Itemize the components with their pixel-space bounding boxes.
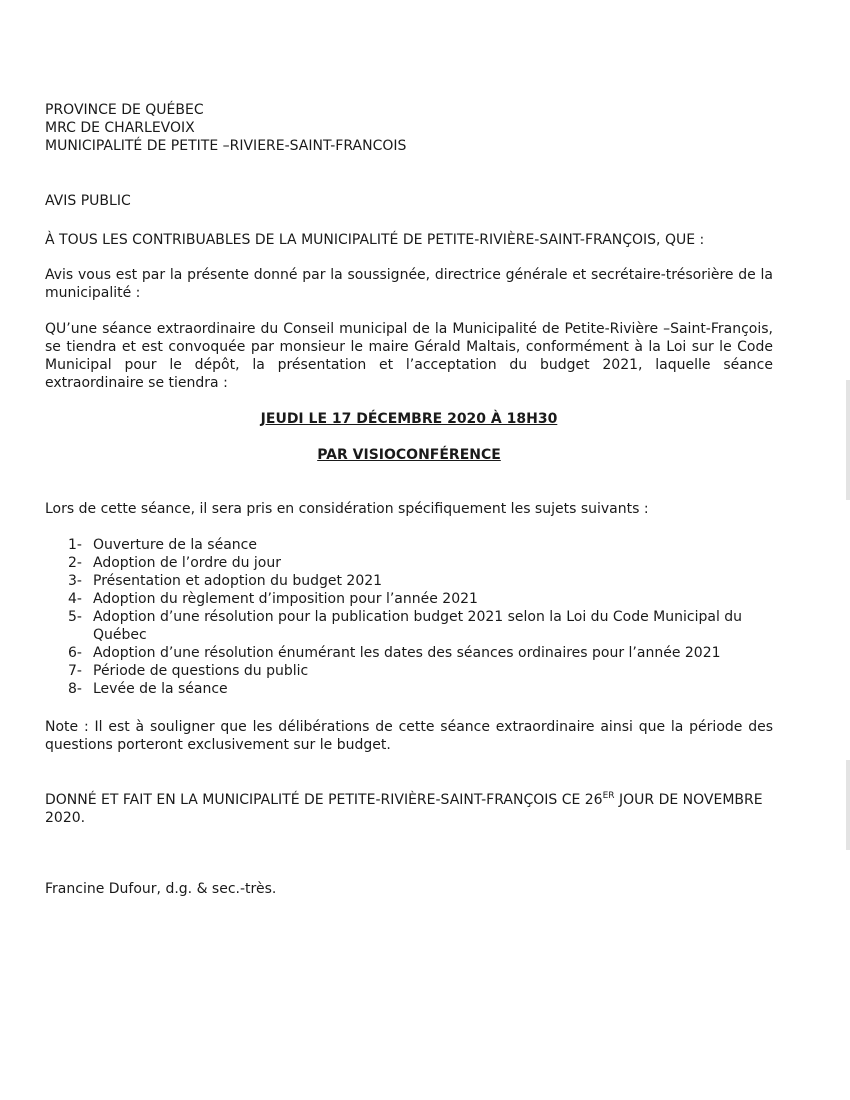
agenda-item	[68, 572, 773, 590]
agenda-item-text: Levée de la séance	[93, 681, 228, 697]
agenda-item	[68, 554, 773, 572]
agenda-item-number: 2-	[68, 555, 82, 571]
letterhead	[45, 101, 773, 155]
agenda-item-text: Ouverture de la séance	[93, 537, 257, 553]
convocation-paragraph: QU’une séance extraordinaire du Conseil municipal de la Municipalité de Petite-Rivière –Saint-François, se tiendra et est convoquée par monsieur le maire Gérald Maltais, conformément à la Loi sur le Code Municipal pour le dépôt, la présentation et l’acceptation du budget 2021, laquelle séance extraordinaire se tiendra :	[45, 321, 773, 391]
given-paragraph	[45, 791, 773, 827]
addressee-line: À TOUS LES CONTRIBUABLES DE LA MUNICIPALITÉ DE PETITE-RIVIÈRE-SAINT-FRANÇOIS, QUE :	[45, 232, 705, 248]
notice-title: AVIS PUBLIC	[45, 193, 131, 209]
agenda-item	[68, 536, 773, 554]
agenda-item-number: 6-	[68, 645, 82, 661]
note-paragraph: Note : Il est à souligner que les délibérations de cette séance extraordinaire ainsi que la période des questions porteront exclusivement sur le budget.	[45, 719, 773, 753]
meeting-mode-heading: PAR VISIOCONFÉRENCE	[317, 447, 501, 463]
given-text-end: JOUR DE NOVEMBRE 2020.	[45, 792, 763, 826]
agenda-item-text: Adoption d’une résolution pour la publication budget 2021 selon la Loi du Code Municipal du Québec	[93, 609, 743, 643]
agenda-item-number: 4-	[68, 591, 82, 607]
agenda-item	[68, 644, 773, 662]
scan-edge-mark	[846, 380, 850, 500]
agenda-item	[68, 662, 773, 680]
province-line: PROVINCE DE QUÉBEC	[45, 102, 204, 118]
agenda-item-text: Adoption du règlement d’imposition pour l’année 2021	[93, 591, 478, 607]
agenda-item-number: 3-	[68, 573, 82, 589]
given-text: DONNÉ ET FAIT EN LA MUNICIPALITÉ DE PETITE-RIVIÈRE-SAINT-FRANÇOIS CE 26	[45, 792, 603, 808]
signature-line: Francine Dufour, d.g. & sec.-très.	[45, 881, 277, 897]
agenda-item	[68, 590, 773, 608]
ordinal-suffix: ER	[602, 791, 615, 801]
agenda-item-text: Adoption d’une résolution énumérant les dates des séances ordinaires pour l’année 2021	[93, 645, 721, 661]
agenda-item-number: 7-	[68, 663, 82, 679]
agenda-item	[68, 608, 773, 644]
agenda-item-text: Période de questions du public	[93, 663, 309, 679]
intro-paragraph: Avis vous est par la présente donné par la soussignée, directrice générale et secrétaire-trésorière de la municipalité :	[45, 267, 773, 301]
mrc-line: MRC DE CHARLEVOIX	[45, 120, 195, 136]
agenda-list	[68, 536, 773, 698]
scan-edge-mark	[846, 760, 850, 850]
agenda-item-number: 1-	[68, 537, 82, 553]
municipality-line: MUNICIPALITÉ DE PETITE –RIVIERE-SAINT-FRANCOIS	[45, 138, 407, 154]
agenda-item-number: 8-	[68, 681, 82, 697]
agenda-item-number: 5-	[68, 609, 82, 625]
agenda-item-text: Présentation et adoption du budget 2021	[93, 573, 383, 589]
meeting-date-heading: JEUDI LE 17 DÉCEMBRE 2020 À 18H30	[260, 411, 558, 427]
agenda-item-text: Adoption de l’ordre du jour	[93, 555, 281, 571]
agenda-item	[68, 680, 773, 698]
subjects-intro: Lors de cette séance, il sera pris en considération spécifiquement les sujets suivants :	[45, 501, 649, 517]
